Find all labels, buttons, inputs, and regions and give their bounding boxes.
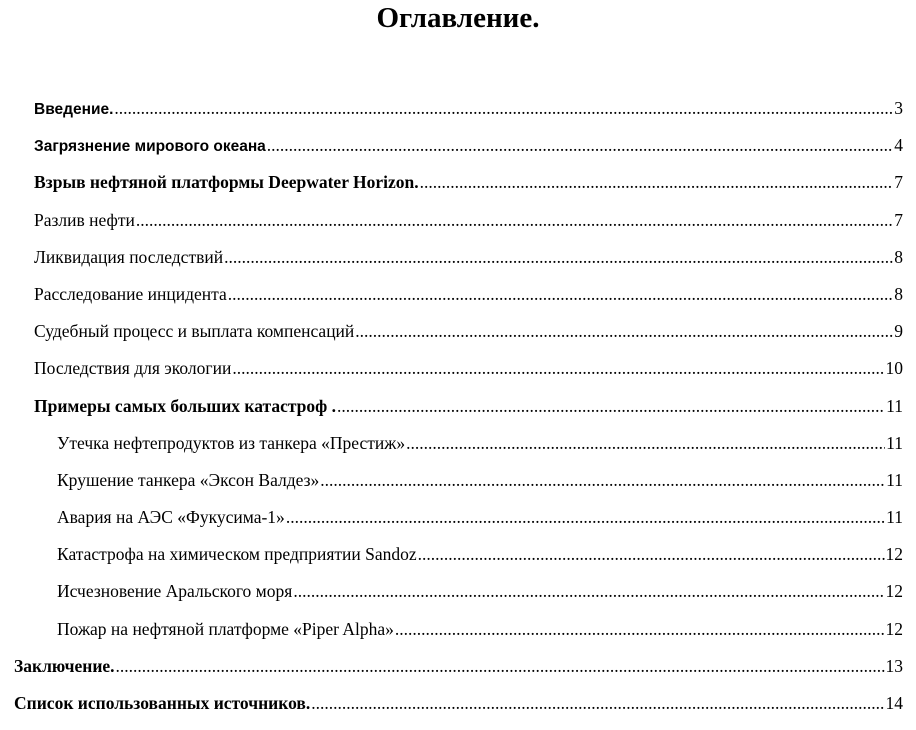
dot-leader xyxy=(224,247,893,268)
dot-leader xyxy=(136,210,893,231)
dot-leader xyxy=(406,433,885,454)
toc-entry-label: Авария на АЭС «Фукусима-1» xyxy=(57,507,285,528)
toc-entry-label: Судебный процесс и выплата компенсаций xyxy=(34,321,355,342)
toc-entry-label: Разлив нефти xyxy=(34,209,135,230)
toc-entry-page: 8 xyxy=(894,283,903,304)
toc-entry-label: Последствия для экологии xyxy=(34,358,232,379)
toc-entry-label: Примеры самых больших катастроф . xyxy=(34,395,337,416)
dot-leader xyxy=(228,284,893,305)
dot-leader xyxy=(267,135,893,156)
toc-entry-label: Загрязнение мирового океана xyxy=(34,138,266,156)
toc-entry-page: 7 xyxy=(894,209,903,230)
toc-entry[interactable] xyxy=(0,358,916,395)
dot-leader xyxy=(355,321,893,342)
dot-leader xyxy=(286,507,885,528)
toc-entry[interactable] xyxy=(0,135,916,172)
dot-leader xyxy=(232,358,884,379)
toc-entry-page: 12 xyxy=(885,618,903,639)
toc-entry-label: Ликвидация последствий xyxy=(34,246,224,267)
toc-entry[interactable] xyxy=(0,172,916,209)
toc-entry-label: Взрыв нефтяной платформы Deepwater Horizon. xyxy=(34,172,419,193)
dot-leader xyxy=(420,172,894,193)
dot-leader xyxy=(418,544,885,565)
toc-entry[interactable] xyxy=(0,98,916,135)
toc-entry[interactable] xyxy=(0,396,916,433)
toc-entry-label: Заключение. xyxy=(14,655,115,676)
toc-entry[interactable] xyxy=(0,544,916,581)
toc-entry[interactable] xyxy=(0,619,916,656)
toc-entry-page: 3 xyxy=(894,98,903,118)
toc-entry-page: 14 xyxy=(885,693,903,713)
dot-leader xyxy=(337,396,885,417)
toc-entry-label: Катастрофа на химическом предприятии Sandoz xyxy=(57,544,417,565)
toc-entry-page: 10 xyxy=(885,358,903,379)
toc-entry-page: 12 xyxy=(885,544,903,565)
toc-entry-page: 7 xyxy=(894,172,903,193)
toc-entry-page: 11 xyxy=(886,432,903,453)
dot-leader xyxy=(293,581,884,602)
toc-entry-page: 12 xyxy=(885,581,903,602)
toc-entry-page: 8 xyxy=(894,246,903,267)
toc-entry[interactable] xyxy=(0,693,916,730)
toc-entry[interactable] xyxy=(0,210,916,247)
dot-leader xyxy=(311,693,884,714)
toc-entry-label: Пожар на нефтяной платформе «Piper Alpha» xyxy=(57,618,394,639)
toc-entry[interactable] xyxy=(0,321,916,358)
toc-entry-label: Расследование инцидента xyxy=(34,283,227,304)
dot-leader xyxy=(114,98,893,119)
toc-entry-label: Утечка нефтепродуктов из танкера «Престиж» xyxy=(57,432,406,453)
dot-leader xyxy=(116,656,885,677)
page-title: Оглавление. xyxy=(376,2,540,34)
toc-entry[interactable] xyxy=(0,507,916,544)
toc-entry[interactable] xyxy=(0,284,916,321)
toc-entry[interactable] xyxy=(0,433,916,470)
toc-entry-label: Введение. xyxy=(34,101,114,118)
toc-entry-page: 13 xyxy=(885,655,903,676)
toc-entry[interactable] xyxy=(0,470,916,507)
dot-leader xyxy=(395,619,885,640)
toc-entry[interactable] xyxy=(0,581,916,618)
toc-entry-page: 11 xyxy=(886,507,903,528)
toc-entry-page: 4 xyxy=(894,135,903,156)
toc-entry[interactable] xyxy=(0,247,916,284)
toc-entry-label: Крушение танкера «Эксон Валдез» xyxy=(57,469,320,490)
toc-entry-page: 11 xyxy=(886,469,903,490)
table-of-contents xyxy=(0,98,916,730)
toc-entry-page: 11 xyxy=(886,395,903,416)
toc-entry-label: Список использованных источников. xyxy=(14,693,311,713)
toc-entry-page: 9 xyxy=(894,321,903,342)
dot-leader xyxy=(320,470,885,491)
toc-entry[interactable] xyxy=(0,656,916,693)
toc-entry-label: Исчезновение Аральского моря xyxy=(57,581,293,602)
